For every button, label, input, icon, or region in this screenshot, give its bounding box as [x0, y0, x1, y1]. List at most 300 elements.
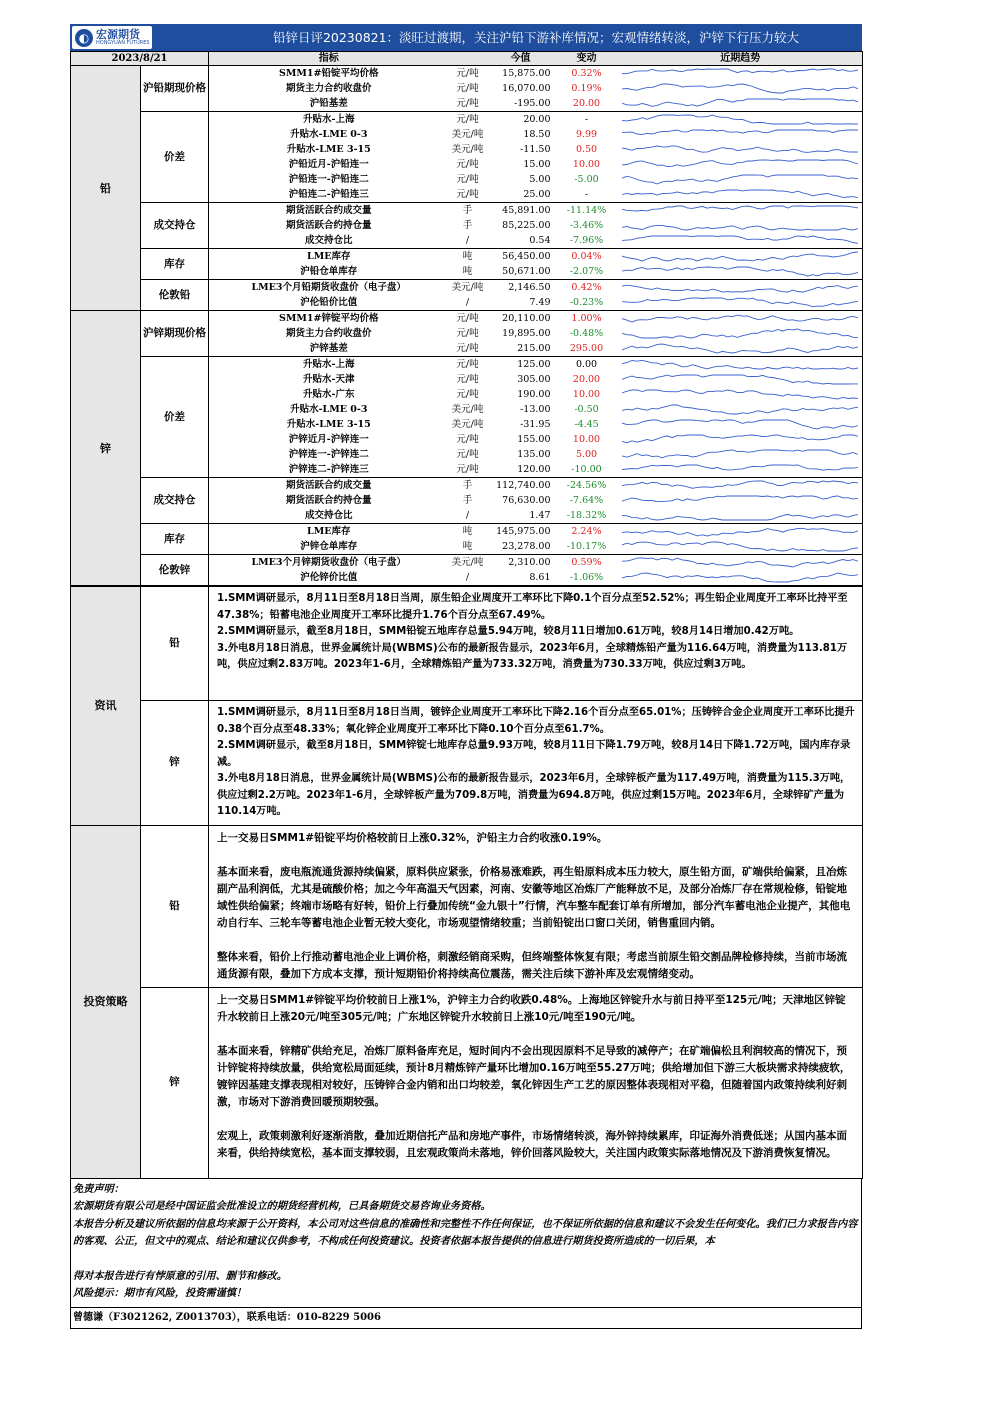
- indicator-value: 20,110.00: [502, 313, 551, 324]
- trend-cell: [619, 218, 863, 233]
- table-row: [71, 555, 863, 571]
- value-column-header: 今值: [487, 52, 555, 66]
- indicator-name: LME库存: [307, 526, 351, 537]
- trend-sparkline: [622, 509, 858, 522]
- indicator-unit: 手: [462, 480, 473, 491]
- indicator-change: -3.46%: [569, 220, 604, 231]
- indicator-value: -13.00: [520, 404, 551, 415]
- disclaimer-paragraph: 宏源期货有限公司是经中国证监会批准设立的期货经营机构，已具备期货交易咨询业务资格。: [73, 1201, 491, 1212]
- trend-sparkline: [622, 494, 858, 507]
- indicator-unit: 美元/吨: [451, 404, 484, 415]
- group-label: 沪铅期现价格: [141, 66, 209, 112]
- indicator-value: 20.00: [523, 114, 551, 125]
- table-row: [71, 203, 863, 219]
- indicator-value: 56,450.00: [502, 251, 551, 262]
- indicator-change: 10.00: [572, 434, 601, 445]
- indicator-value: 25.00: [487, 187, 555, 203]
- trend-sparkline: [622, 342, 858, 355]
- sparkline-path: [622, 450, 858, 458]
- indicator-unit: 元/吨: [449, 341, 487, 357]
- indicator-table: [70, 51, 863, 586]
- news-table: [70, 586, 863, 1179]
- indicator-name: 沪锌仓单库存: [209, 539, 449, 555]
- trend-cell: [619, 402, 863, 417]
- group-label: 库存: [141, 249, 209, 280]
- trend-cell: [619, 264, 863, 280]
- indicator-name: 升贴水-LME 0-3: [290, 129, 368, 140]
- indicator-change: -11.14%: [566, 205, 607, 216]
- trend-cell: [619, 249, 863, 265]
- indicator-name: 沪伦铅价比值: [209, 295, 449, 311]
- trend-sparkline: [622, 358, 858, 371]
- analyst-contact: 曾德谦（F3021262, Z0013703），联系电话：010-8229 5006: [70, 1308, 862, 1329]
- trend-column-header: 近期趋势: [619, 52, 863, 66]
- indicator-change: 20.00: [555, 96, 619, 112]
- trend-sparkline: [622, 388, 858, 401]
- indicator-change: 0.42%: [571, 282, 602, 293]
- trend-cell: [619, 172, 863, 187]
- indicator-unit: 元/吨: [456, 313, 479, 324]
- sparkline-path: [622, 375, 858, 384]
- indicator-value: 23,278.00: [487, 539, 555, 555]
- sparkline-path: [622, 542, 858, 551]
- indicator-unit: 美元/吨: [451, 144, 484, 155]
- indicator-value: -11.50: [520, 144, 551, 155]
- trend-cell: [619, 372, 863, 387]
- indicator-change: -0.50: [574, 404, 599, 415]
- indicator-change: -18.32%: [555, 508, 619, 524]
- strategy-paragraph: 基本面来看，锌精矿供给充足，冶炼厂原料备库充足，短时间内不会出现因原料不足导致的减停产；在矿端偏松且利润较高的情况下，预计锌锭将持续放量，供给宽松局面延续，预计8月精炼锌产量环比增加0.16万吨至55.27万吨；供给增加但下游三大板块需求持续疲软，镀锌因基建支撑表现相对较好，压铸锌合金内销和出口均较差，氧化锌因生产工艺的原因整体表现相对平稳，但随着国内政策持续利好刺激，市场对下游消费回暖预期较强。: [217, 1044, 851, 1108]
- indicator-name: 期货活跃合约持仓量: [286, 495, 372, 506]
- indicator-change: 5.00: [575, 449, 598, 460]
- indicator-name: 沪锌连一-沪锌连二: [288, 449, 369, 460]
- indicator-change: -24.56%: [566, 480, 607, 491]
- indicator-value: 50,671.00: [487, 264, 555, 280]
- indicator-change: 20.00: [572, 374, 601, 385]
- indicator-value: 76,630.00: [502, 495, 551, 506]
- indicator-change: -0.23%: [555, 295, 619, 311]
- sparkline-path: [622, 435, 858, 443]
- indicator-unit: 元/吨: [456, 434, 479, 445]
- trend-cell: [619, 447, 863, 462]
- indicator-name: 沪铅仓单库存: [209, 264, 449, 280]
- section-label: 铅: [71, 66, 141, 311]
- logo-text: 宏源期货: [96, 28, 140, 41]
- indicator-name: 期货主力合约收盘价: [286, 328, 372, 339]
- indicator-name: LME3个月锌期货收盘价（电子盘）: [251, 557, 407, 568]
- sparkline-path: [622, 514, 858, 520]
- news-paragraph: 2.SMM调研显示，截至8月18日，SMM锌锭七地库存总量9.93万吨，较8月11日下降1.79万吨，较8月14日下降1.72万吨，国内库存录减。: [217, 740, 851, 768]
- indicator-unit: 元/吨: [456, 114, 479, 125]
- indicator-change: -1.06%: [555, 570, 619, 586]
- indicator-name: 升贴水-上海: [303, 114, 355, 125]
- group-label: 伦敦铅: [141, 280, 209, 311]
- trend-sparkline: [622, 571, 858, 584]
- indicator-unit: 吨: [462, 526, 473, 537]
- news-paragraph: 2.SMM调研显示，截至8月18日，SMM铅锭五地库存总量5.94万吨，较8月11日增加0.61万吨，较8月14日增加0.42万吨。: [217, 626, 800, 637]
- trend-sparkline: [622, 113, 858, 126]
- indicator-name: 期货活跃合约成交量: [286, 205, 372, 216]
- trend-cell: [619, 555, 863, 571]
- sparkline-path: [622, 528, 858, 536]
- report-header: [70, 24, 862, 51]
- indicator-name: LME3个月铅期货收盘价（电子盘）: [251, 282, 407, 293]
- group-label: 价差: [141, 357, 209, 478]
- trend-cell: [619, 112, 863, 128]
- trend-cell: [619, 326, 863, 341]
- indicator-change: 0.04%: [571, 251, 602, 262]
- trend-sparkline: [622, 327, 858, 340]
- sparkline-path: [622, 465, 858, 470]
- sparkline-path: [622, 252, 858, 261]
- indicator-value: 19,895.00: [502, 328, 551, 339]
- strategy-metal-lead: 铅: [141, 825, 209, 987]
- sparkline-path: [622, 481, 858, 488]
- indicator-name: 升贴水-LME 3-15: [286, 419, 371, 430]
- indicator-change: -: [555, 187, 619, 203]
- news-label: 资讯: [71, 587, 141, 826]
- indicator-unit: 美元/吨: [451, 557, 484, 568]
- table-row: [71, 524, 863, 540]
- indicator-change: 9.99: [575, 129, 598, 140]
- table-row: [71, 112, 863, 128]
- indicator-name: 期货活跃合约持仓量: [286, 220, 372, 231]
- indicator-name: SMM1#锌锭平均价格: [279, 313, 379, 324]
- indicator-unit: 元/吨: [456, 374, 479, 385]
- indicator-unit: 元/吨: [456, 68, 479, 79]
- news-metal-zinc: 锌: [141, 701, 209, 826]
- strategy-metal-zinc: 锌: [141, 987, 209, 1178]
- indicator-value: 120.00: [487, 462, 555, 478]
- trend-cell: [619, 462, 863, 478]
- indicator-column-header: 指标: [209, 52, 449, 66]
- group-label: 成交持仓: [141, 478, 209, 524]
- trend-sparkline: [622, 540, 858, 553]
- indicator-value: 45,891.00: [502, 205, 551, 216]
- sparkline-path: [622, 558, 858, 567]
- news-zinc: [209, 701, 863, 826]
- sparkline-path: [622, 146, 858, 153]
- indicator-value: 1.47: [487, 508, 555, 524]
- indicator-value: 305.00: [517, 374, 551, 385]
- indicator-unit: 元/吨: [449, 96, 487, 112]
- sparkline-path: [622, 420, 858, 429]
- trend-cell: [619, 432, 863, 447]
- indicator-change: -0.48%: [569, 328, 604, 339]
- trend-sparkline: [622, 173, 858, 186]
- indicator-change: -7.96%: [555, 233, 619, 249]
- news-paragraph: 3.外电8月18日消息，世界金属统计局(WBMS)公布的最新报告显示，2023年6月，全球精炼铅产量为116.64万吨，消费量为113.81万吨，供应过剩2.83万吨。2023年1-6月，全球精炼铅产量为733.32万吨，消费量为730.33万吨，供应过剩3万吨。: [217, 642, 848, 670]
- indicator-value: 15,875.00: [502, 68, 551, 79]
- table-row: [71, 478, 863, 494]
- sparkline-path: [622, 175, 858, 184]
- indicator-name: 沪铅近月-沪铅连一: [288, 159, 369, 170]
- indicator-value: 7.49: [487, 295, 555, 311]
- trend-cell: [619, 157, 863, 172]
- trend-sparkline: [622, 463, 858, 476]
- indicator-unit: /: [449, 295, 487, 311]
- indicator-name: 升贴水-上海: [303, 359, 355, 370]
- indicator-name: 期货活跃合约成交量: [286, 480, 372, 491]
- change-column-header: 变动: [555, 52, 619, 66]
- trend-sparkline: [622, 67, 858, 80]
- indicator-unit: 元/吨: [456, 159, 479, 170]
- indicator-value: 2,146.50: [508, 282, 551, 293]
- news-metal-lead: 铅: [141, 587, 209, 701]
- trend-sparkline: [622, 234, 858, 247]
- indicator-change: 1.00%: [571, 313, 602, 324]
- indicator-unit: 手: [462, 220, 473, 231]
- strategy-label: 投资策略: [71, 825, 141, 1178]
- trend-sparkline: [622, 250, 858, 263]
- indicator-unit: 美元/吨: [451, 282, 484, 293]
- risk-warning: 风险提示：期市有风险，投资需谨慎！: [73, 1288, 247, 1299]
- trend-sparkline: [622, 312, 858, 325]
- company-logo: [72, 26, 152, 49]
- table-row: [71, 280, 863, 296]
- trend-sparkline: [622, 143, 858, 156]
- trend-sparkline: [622, 188, 858, 201]
- trend-sparkline: [622, 204, 858, 217]
- logo-subtext: HONGYUAN FUTURES: [96, 40, 150, 46]
- indicator-value: 215.00: [487, 341, 555, 357]
- sparkline-path: [622, 298, 858, 307]
- indicator-name: 沪锌基差: [209, 341, 449, 357]
- sparkline-path: [622, 267, 858, 276]
- trend-cell: [619, 524, 863, 540]
- sparkline-path: [622, 315, 858, 322]
- indicator-unit: 美元/吨: [451, 129, 484, 140]
- indicator-unit: 元/吨: [456, 359, 479, 370]
- disclaimer-paragraph: 得对本报告进行有悖原意的引用、删节和修改。: [73, 1270, 287, 1282]
- indicator-change: -2.07%: [555, 264, 619, 280]
- indicator-change: 0.50: [575, 144, 598, 155]
- trend-sparkline: [622, 418, 858, 431]
- group-label: 伦敦锌: [141, 555, 209, 586]
- indicator-value: 18.50: [523, 129, 551, 140]
- strategy-paragraph: 整体来看，铅价上行推动蓄电池企业上调价格，刺激经销商采购，但终端整体恢复有限；考虑当前原生铅交割品牌检修持续，当前市场流通货源有限，叠加下方成本支撑，预计短期铅价将持续高位震荡，需关注后续下游补库及宏观情绪变动。: [217, 950, 847, 980]
- table-header-row: [71, 52, 863, 66]
- indicator-change: 10.00: [572, 159, 601, 170]
- group-label: 价差: [141, 112, 209, 203]
- table-row: [71, 249, 863, 265]
- news-paragraph: 3.外电8月18日消息，世界金属统计局(WBMS)公布的最新报告显示，2023年6月，全球锌板产量为117.49万吨，消费量为115.3万吨，供应过剩2.2万吨。2023年1-6月，全球锌板产量为709.8万吨，消费量为694.8万吨，供应过剩15万吨。2023年6月，全球锌矿产量为110.14万吨。: [217, 773, 851, 817]
- sparkline-path: [622, 496, 858, 502]
- trend-sparkline: [622, 97, 858, 110]
- indicator-unit: 手: [462, 495, 473, 506]
- indicator-change: -4.45: [574, 419, 599, 430]
- indicator-value: 135.00: [517, 449, 551, 460]
- strategy-zinc: [209, 987, 863, 1178]
- sparkline-path: [622, 69, 858, 74]
- strategy-paragraph: 上一交易日SMM1#锌锭平均价较前日上涨1%，沪锌主力合约收跌0.48%。上海地区锌锭升水与前日持平至125元/吨；天津地区锌锭升水较前日上涨20元/吨至305元/吨；广东地区锌锭升水较前日上涨10元/吨至190元/吨。: [217, 993, 846, 1023]
- strategy-paragraph: 宏观上，政策刺激利好逐渐消散，叠加近期信托产品和房地产事件，市场情绪转淡，海外锌持续累库，印证海外消费低迷；从国内基本面来看，供给持续宽松，基本面支撑较弱，且宏观政策尚未落地，锌价回落风险较大，关注国内政策实际落地情况及下游消费恢复情况。: [217, 1129, 847, 1159]
- trend-cell: [619, 417, 863, 432]
- trend-cell: [619, 127, 863, 142]
- indicator-value: 0.54: [487, 233, 555, 249]
- trend-cell: [619, 96, 863, 112]
- trend-sparkline: [622, 281, 858, 294]
- trend-sparkline: [622, 82, 858, 95]
- indicator-name: 期货主力合约收盘价: [286, 83, 372, 94]
- indicator-value: -31.95: [520, 419, 551, 430]
- trend-sparkline: [622, 525, 858, 538]
- table-row: [71, 66, 863, 82]
- indicator-value: 145,975.00: [496, 526, 551, 537]
- indicator-value: 112,740.00: [496, 480, 551, 491]
- indicator-change: 10.00: [572, 389, 601, 400]
- sparkline-path: [622, 344, 858, 353]
- indicator-unit: 美元/吨: [451, 419, 484, 430]
- sparkline-path: [622, 190, 858, 198]
- indicator-change: 295.00: [555, 341, 619, 357]
- indicator-value: 15.00: [523, 159, 551, 170]
- trend-cell: [619, 570, 863, 586]
- trend-cell: [619, 478, 863, 494]
- report-date: 2023/8/21: [71, 52, 209, 66]
- strategy-paragraph: 上一交易日SMM1#铅锭平均价格较前日上涨0.32%，沪铅主力合约收涨0.19%。: [217, 831, 608, 844]
- trend-cell: [619, 311, 863, 327]
- trend-cell: [619, 508, 863, 524]
- sparkline-path: [622, 360, 858, 369]
- logo-icon: ◐: [75, 29, 93, 47]
- sparkline-path: [622, 390, 858, 399]
- trend-sparkline: [622, 479, 858, 492]
- trend-cell: [619, 539, 863, 555]
- indicator-unit: 元/吨: [456, 389, 479, 400]
- strategy-paragraph: 基本面来看，废电瓶流通货源持续偏紧，原料供应紧张，价格易涨难跌，再生铅原料成本压力较大，原生铅方面，矿端供给偏紧，且冶炼副产品利润低，尤其是硫酸价格；加之今年高温天气因素，河南、安徽等地区冶炼厂产能释放不足，及部分冶炼厂存在常规检修，铅锭地域性供给偏紧；终端市场略有好转，铅价上行叠加传统“金九银十”行情，汽车整车配套订单有所增加，部分汽车蓄电池企业提产，其他电动自行车、三轮车等蓄电池企业暂无较大变化，市场观望情绪较重；当前铅锭出口窗口关闭，销售重回内销。: [217, 865, 851, 929]
- strategy-lead: [209, 825, 863, 987]
- trend-cell: [619, 341, 863, 357]
- trend-cell: [619, 187, 863, 203]
- sparkline-path: [622, 206, 858, 211]
- indicator-change: -: [584, 114, 589, 125]
- indicator-unit: /: [449, 570, 487, 586]
- indicator-value: 16,070.00: [502, 83, 551, 94]
- indicator-name: 沪锌近月-沪锌连一: [288, 434, 369, 445]
- indicator-name: LME库存: [307, 251, 351, 262]
- sparkline-path: [622, 225, 858, 230]
- group-label: 沪锌期现价格: [141, 311, 209, 357]
- indicator-name: 升贴水-广东: [303, 389, 355, 400]
- sparkline-path: [622, 160, 858, 167]
- trend-sparkline: [622, 373, 858, 386]
- trend-sparkline: [622, 219, 858, 232]
- indicator-value: 8.61: [487, 570, 555, 586]
- trend-sparkline: [622, 296, 858, 309]
- table-row: [71, 311, 863, 327]
- indicator-change: -7.64%: [569, 495, 604, 506]
- sparkline-path: [622, 115, 858, 124]
- trend-sparkline: [622, 265, 858, 278]
- sparkline-path: [622, 329, 858, 338]
- news-lead: [209, 587, 863, 701]
- trend-sparkline: [622, 448, 858, 461]
- sparkline-path: [622, 236, 858, 243]
- trend-cell: [619, 357, 863, 373]
- trend-cell: [619, 493, 863, 508]
- indicator-unit: 元/吨: [449, 187, 487, 203]
- indicator-value: 125.00: [517, 359, 551, 370]
- trend-cell: [619, 233, 863, 249]
- trend-cell: [619, 81, 863, 96]
- sparkline-path: [622, 130, 858, 135]
- indicator-change: 0.00: [575, 359, 598, 370]
- trend-cell: [619, 295, 863, 311]
- disclaimer-title: 免责声明：: [73, 1183, 124, 1195]
- indicator-value: 85,225.00: [502, 220, 551, 231]
- indicator-name: 成交持仓比: [209, 508, 449, 524]
- indicator-change: 2.24%: [571, 526, 602, 537]
- disclaimer-paragraph: 本报告分析及建议所依据的信息均来源于公开资料，本公司对这些信息的准确性和完整性不作任何保证，也不保证所依据的信息和建议不会发生任何变化。我们已力求报告内容的客观、公正，但文中的观点、结论和建议仅供参考，不构成任何投资建议。投资者依据本报告提供的信息进行期货投资所造成的一切后果，本: [73, 1218, 858, 1247]
- indicator-unit: 元/吨: [456, 83, 479, 94]
- trend-cell: [619, 387, 863, 402]
- indicator-unit: 元/吨: [449, 462, 487, 478]
- indicator-unit: /: [449, 233, 487, 249]
- indicator-name: 沪锌连二-沪锌连三: [209, 462, 449, 478]
- table-row: [71, 357, 863, 373]
- indicator-unit: 吨: [449, 539, 487, 555]
- indicator-change: -10.00: [555, 462, 619, 478]
- news-paragraph: 1.SMM调研显示，8月11日至8月18日当周，原生铅企业周度开工率环比下降0.1个百分点至52.52%；再生铅企业周度开工率环比持平至47.38%；铅蓄电池企业周度开工率环比提升1.76个百分点至67.49%。: [217, 593, 848, 621]
- report-title: 铅锌日评20230821：淡旺过渡期，关注沪铅下游补库情况；宏观情绪转淡，沪锌下行压力较大: [272, 30, 800, 45]
- trend-sparkline: [622, 403, 858, 416]
- indicator-unit: 手: [462, 205, 473, 216]
- group-label: 成交持仓: [141, 203, 209, 249]
- indicator-name: 升贴水-天津: [303, 374, 355, 385]
- indicator-change: -5.00: [574, 174, 599, 185]
- trend-cell: [619, 203, 863, 219]
- report-page: [70, 24, 862, 1329]
- indicator-name: 成交持仓比: [209, 233, 449, 249]
- indicator-name: 沪伦锌价比值: [209, 570, 449, 586]
- indicator-value: 5.00: [529, 174, 551, 185]
- indicator-value: 2,310.00: [508, 557, 551, 568]
- indicator-value: 190.00: [517, 389, 551, 400]
- indicator-name: 升贴水-LME 3-15: [286, 144, 371, 155]
- sparkline-path: [622, 573, 858, 582]
- indicator-unit: 吨: [449, 264, 487, 280]
- trend-sparkline: [622, 433, 858, 446]
- sparkline-path: [622, 99, 858, 106]
- trend-sparkline: [622, 128, 858, 141]
- indicator-name: 沪铅连二-沪铅连三: [209, 187, 449, 203]
- indicator-unit: 元/吨: [456, 328, 479, 339]
- group-label: 库存: [141, 524, 209, 555]
- trend-cell: [619, 66, 863, 82]
- trend-cell: [619, 142, 863, 157]
- sparkline-path: [622, 285, 858, 292]
- trend-sparkline: [622, 556, 858, 569]
- indicator-unit: 吨: [462, 251, 473, 262]
- trend-cell: [619, 280, 863, 296]
- trend-sparkline: [622, 158, 858, 171]
- indicator-name: 升贴水-LME 0-3: [290, 404, 368, 415]
- indicator-unit: 元/吨: [456, 174, 479, 185]
- sparkline-path: [622, 84, 858, 93]
- section-label: 锌: [71, 311, 141, 586]
- indicator-change: 0.59%: [571, 557, 602, 568]
- disclaimer: [70, 1179, 862, 1308]
- indicator-name: SMM1#铅锭平均价格: [279, 68, 379, 79]
- indicator-name: 沪铅连一-沪铅连二: [288, 174, 369, 185]
- indicator-value: 155.00: [517, 434, 551, 445]
- indicator-unit: 元/吨: [456, 449, 479, 460]
- news-paragraph: 1.SMM调研显示，8月11日至8月18日当周，镀锌企业周度开工率环比下降2.16个百分点至65.01%；压铸锌合金企业周度开工率环比提升0.38个百分点至48.33%；氧化锌企业周度开工率环比下降0.10个百分点至61.7%。: [217, 707, 855, 735]
- indicator-unit: /: [449, 508, 487, 524]
- sparkline-path: [622, 405, 858, 414]
- indicator-name: 沪铅基差: [209, 96, 449, 112]
